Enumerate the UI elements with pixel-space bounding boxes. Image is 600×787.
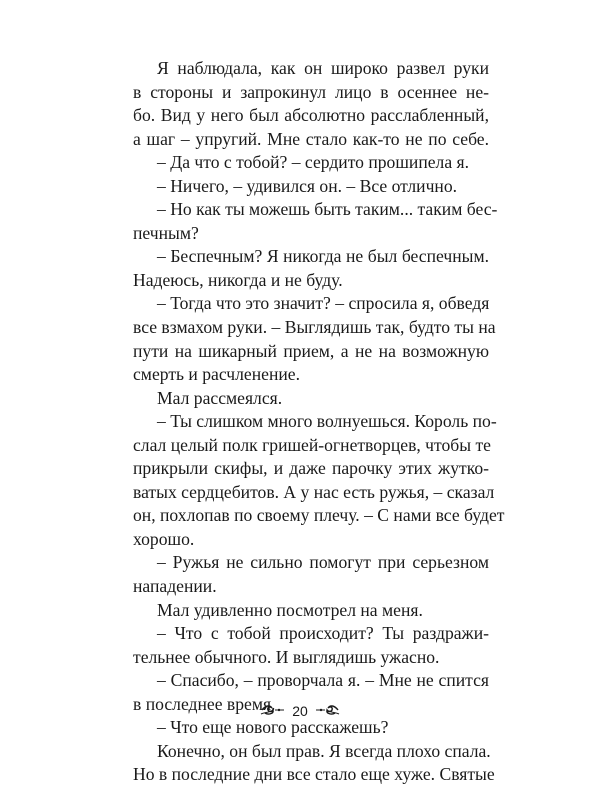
text-line: Мал рассмеялся. xyxy=(157,387,283,408)
text-line: – Ружья не сильно помогут при серьезном xyxy=(157,552,489,573)
text-line: тельнее обычного. И выглядишь ужасно. xyxy=(133,646,440,667)
text-line: печным? xyxy=(133,222,199,243)
text-line: ватых сердцебитов. А у нас есть ружья, – сказал xyxy=(133,481,495,502)
text-line: он, похлопав по своему плечу. – С нами все будет xyxy=(133,505,505,526)
text-line: – Ничего, – удивился он. – Все отлично. xyxy=(157,175,458,196)
text-line: Но в последние дни все стало еще хуже. Святые xyxy=(133,764,495,785)
right-ornament-icon xyxy=(314,703,340,719)
text-line: – Да что с тобой? – сердито прошипела я. xyxy=(157,152,470,173)
text-line: в последнее время. xyxy=(133,693,276,714)
text-line: хорошо. xyxy=(133,528,195,549)
text-line: нападении. xyxy=(133,576,217,597)
text-line: прикрыли скифы, и даже парочку этих жутко- xyxy=(133,458,489,479)
text-line: – Но как ты можешь быть таким... таким бес- xyxy=(157,199,498,220)
text-line: – Что еще нового расскажешь? xyxy=(157,717,389,738)
text-line: Надеюсь, никогда и не буду. xyxy=(133,269,343,290)
text-line: слал целый полк гришей-огнетворцев, чтобы те xyxy=(133,434,491,455)
text-line: Я наблюдала, как он широко развел руки xyxy=(157,58,489,78)
text-line: Конечно, он был прав. Я всегда плохо спала. xyxy=(157,740,491,761)
text-line: в стороны и запрокинул лицо в осеннее не- xyxy=(133,81,489,102)
text-line: пути на шикарный прием, а не на возможную xyxy=(133,340,489,361)
text-line: – Беспечным? Я никогда не был беспечным. xyxy=(157,246,489,267)
text-line: – Спасибо, – проворчала я. – Мне не спится xyxy=(157,670,489,691)
text-line: Мал удивленно посмотрел на меня. xyxy=(157,599,423,620)
left-ornament-icon xyxy=(260,703,286,719)
text-line: все взмахом руки. – Выглядишь так, будто ты на xyxy=(133,317,496,338)
page-footer xyxy=(0,702,600,719)
text-line: – Что с тобой происходит? Ты раздражи- xyxy=(157,623,489,644)
text-line: – Тогда что это значит? – спросила я, обведя xyxy=(157,293,490,314)
page-number: 20 xyxy=(292,703,308,720)
text-line: а шаг – упругий. Мне стало как-то не по себе. xyxy=(133,128,489,149)
text-line: – Ты слишком много волнуешься. Король по- xyxy=(157,411,497,432)
text-line: смерть и расчленение. xyxy=(133,364,301,385)
body-text xyxy=(133,57,505,787)
text-line: бо. Вид у него был абсолютно расслабленный, xyxy=(133,105,489,126)
